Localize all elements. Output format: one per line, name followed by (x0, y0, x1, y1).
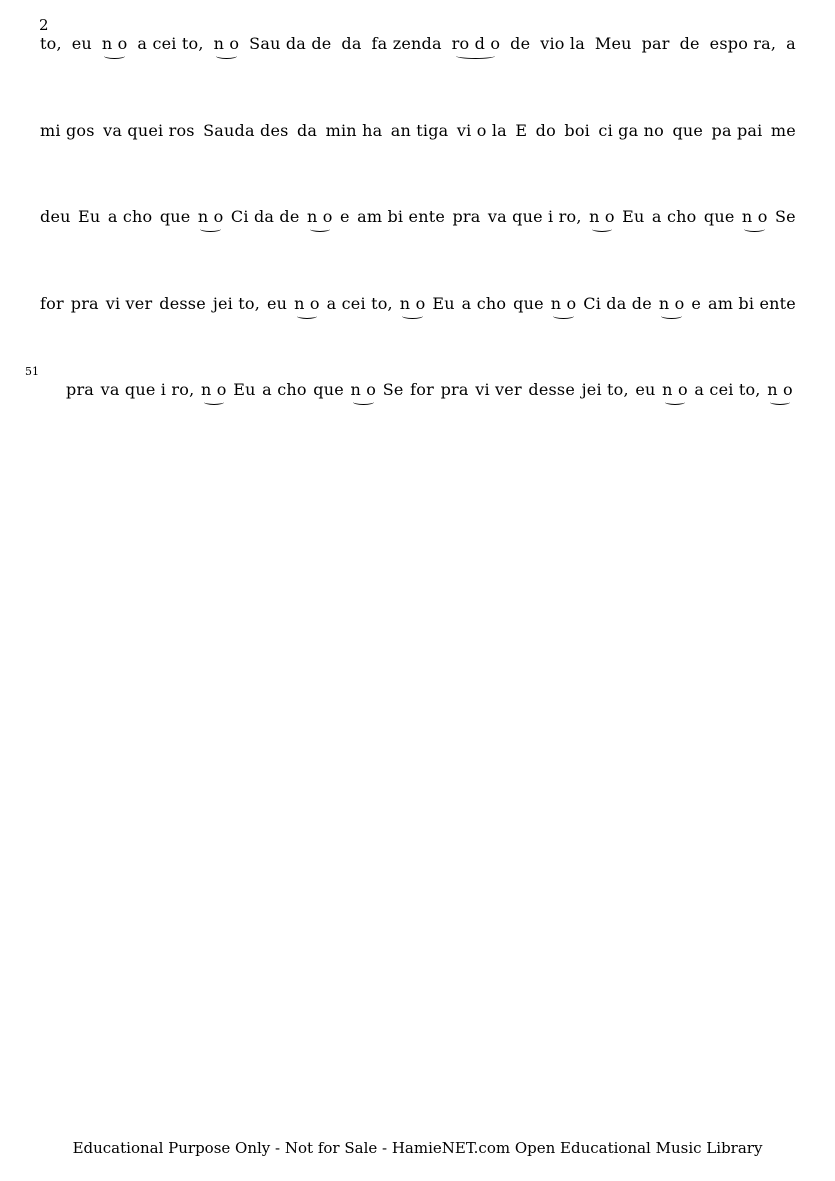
lyric-syllable: eu (71, 34, 92, 53)
lyric-syllable: a cei to, (694, 380, 761, 399)
lyric-syllable: do (535, 121, 556, 140)
footer-notice: Educational Purpose Only - Not for Sale - HamieNET.com Open Educational Music Library (72, 1139, 763, 1157)
lyric-syllable: a cho (651, 207, 697, 226)
lyric-syllable: que (513, 294, 544, 313)
tied-syllable: n o (294, 294, 320, 313)
lyric-syllable: min ha (325, 121, 383, 140)
lyric-syllable: de (679, 34, 700, 53)
lyric-syllable: pa pai (711, 121, 763, 140)
lyric-syllable: pra (66, 380, 95, 399)
lyric-syllable: a cho (461, 294, 507, 313)
lyric-syllable: a cho (262, 380, 307, 399)
lyric-syllable: vio la (540, 34, 585, 53)
tied-syllable: n o (550, 294, 577, 313)
tied-syllable: n o (658, 294, 685, 313)
lyric-syllable: que (313, 380, 344, 399)
lyric-syllable: Eu (432, 294, 455, 313)
lyric-syllable: da (296, 121, 318, 140)
measure-number: 51 (25, 365, 39, 378)
lyric-syllable: jei to, (212, 294, 260, 313)
lyric-syllable: Eu (622, 207, 645, 226)
lyric-syllable: par (641, 34, 670, 53)
lyric-syllable: a cei to, (326, 294, 393, 313)
lyric-syllable: vi ver (475, 380, 522, 399)
lyric-syllable: e (691, 294, 702, 313)
lyric-syllable: me (770, 121, 796, 140)
lyric-syllable: va quei ros (103, 121, 195, 140)
lyric-syllable: eu (635, 380, 656, 399)
tied-syllable: n o (350, 380, 377, 399)
tied-syllable: n o (213, 34, 240, 53)
lyric-syllable: Ci da de (230, 207, 300, 226)
lyric-syllable: jei to, (581, 380, 629, 399)
lyric-syllable: am bi ente (357, 207, 446, 226)
lyric-syllable: Sauda des (203, 121, 289, 140)
lyric-syllable: for (410, 380, 434, 399)
lyric-syllable: fa zenda (371, 34, 442, 53)
lyric-line-5 (66, 380, 793, 404)
tied-syllable: n o (101, 34, 128, 53)
lyric-syllable: to, (40, 34, 62, 53)
tied-syllable: n o (662, 380, 688, 399)
lyric-syllable: eu (266, 294, 288, 313)
lyric-syllable: que (703, 207, 735, 226)
tied-syllable: n o (767, 380, 793, 399)
lyric-syllable: desse (528, 380, 576, 399)
tied-syllable: n o (306, 207, 333, 226)
lyric-line-4 (40, 294, 796, 318)
lyric-syllable: Eu (78, 207, 101, 226)
lyric-syllable: vi ver (105, 294, 153, 313)
lyric-syllable: de (510, 34, 531, 53)
lyric-syllable: pra (452, 207, 481, 226)
lyric-syllable: va que i ro, (487, 207, 582, 226)
lyric-syllable: a cho (107, 207, 153, 226)
tied-syllable: n o (197, 207, 224, 226)
lyric-syllable: E (515, 121, 528, 140)
lyric-syllable: mi gos (40, 121, 95, 140)
lyric-syllable: da (341, 34, 362, 53)
lyric-syllable: Se (774, 207, 796, 226)
tied-syllable: ro d o (451, 34, 501, 53)
lyric-syllable: ci ga no (598, 121, 664, 140)
lyric-syllable: a cei to, (137, 34, 204, 53)
lyric-syllable: an tiga (390, 121, 449, 140)
lyric-syllable: va que i ro, (100, 380, 195, 399)
lyric-syllable: Eu (233, 380, 256, 399)
lyric-syllable: a (786, 34, 796, 53)
lyric-syllable: Sau da de (249, 34, 332, 53)
lyric-syllable: Ci da de (583, 294, 652, 313)
lyric-syllable: Meu (594, 34, 632, 53)
lyric-syllable: que (159, 207, 191, 226)
page-number: 2 (39, 16, 49, 34)
tied-syllable: n o (399, 294, 426, 313)
lyric-line-1 (40, 34, 796, 58)
lyric-syllable: Se (382, 380, 404, 399)
lyric-syllable: deu (40, 207, 71, 226)
lyric-syllable: for (40, 294, 64, 313)
lyric-line-2 (40, 121, 796, 145)
lyric-syllable: boi (564, 121, 590, 140)
lyric-syllable: am bi ente (708, 294, 796, 313)
lyric-syllable: espo ra, (709, 34, 777, 53)
lyric-syllable: desse (159, 294, 206, 313)
lyric-syllable: que (672, 121, 704, 140)
lyric-line-3 (40, 207, 796, 231)
lyric-syllable: pra (440, 380, 469, 399)
lyric-syllable: vi o la (456, 121, 507, 140)
tied-syllable: n o (200, 380, 227, 399)
lyric-syllable: e (340, 207, 350, 226)
lyric-syllable: pra (70, 294, 99, 313)
tied-syllable: n o (589, 207, 615, 226)
tied-syllable: n o (741, 207, 768, 226)
